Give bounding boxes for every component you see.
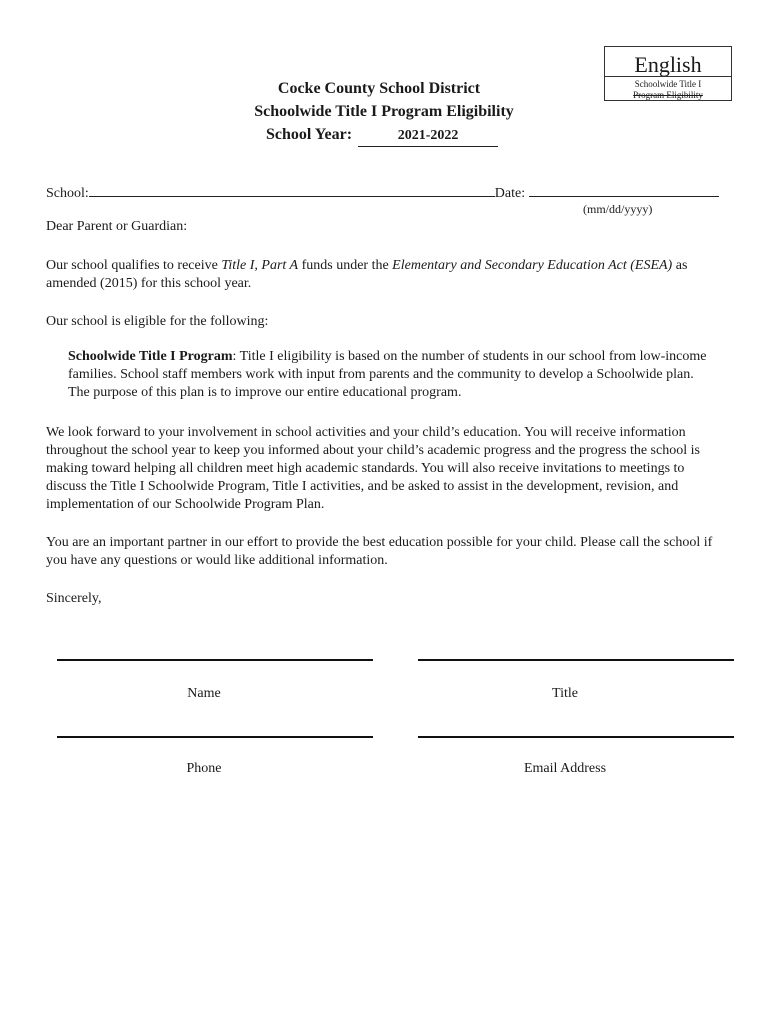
name-signature-line[interactable] — [57, 659, 373, 661]
email-signature-line[interactable] — [418, 736, 734, 738]
paragraph-partner: You are an important partner in our effort to provide the best education possible for your child. Please call the school if you have any questions or would like additional information. — [46, 535, 713, 568]
p1-text-b: funds under the — [298, 258, 393, 273]
closing: Sincerely, — [46, 591, 102, 606]
paragraph-eligible: Our school is eligible for the following: — [46, 314, 269, 329]
date-field[interactable] — [529, 182, 719, 197]
school-year-row — [266, 125, 498, 147]
phone-signature-line[interactable] — [57, 736, 373, 738]
program-heading: Schoolwide Title I Program — [68, 349, 233, 364]
p1-text-c: as amended (2015) for this school year. — [46, 258, 688, 291]
date-format-hint: (mm/dd/yyyy) — [583, 202, 653, 216]
date-label: Date: — [494, 186, 526, 201]
title-label: Title — [552, 686, 578, 701]
title-signature-line[interactable] — [418, 659, 734, 661]
school-year-label: School Year: — [266, 126, 353, 143]
program-description: : Title I eligibility is based on the number of students in our school from low-income families. School staff members work with input from parents and the community to develop a Schoolwide plan. The purpose of this plan is to improve our entire educational program. — [68, 349, 707, 400]
p1-act-name: Elementary and Secondary Education Act (ESEA) — [392, 258, 673, 273]
phone-label: Phone — [186, 761, 222, 776]
language-title: English — [634, 52, 702, 77]
school-field[interactable] — [89, 182, 495, 197]
district-name: Cocke County School District — [277, 80, 481, 97]
p1-program-name: Title I, Part A — [221, 258, 299, 273]
school-year-value[interactable]: 2021-2022 — [358, 126, 498, 147]
name-label: Name — [187, 686, 221, 701]
paragraph-qualification — [46, 257, 726, 293]
school-date-row — [46, 182, 726, 203]
salutation: Dear Parent or Guardian: — [46, 219, 188, 234]
language-divider — [605, 76, 731, 77]
school-label: School: — [46, 186, 89, 201]
language-subtitle-line1: Schoolwide Title I — [634, 79, 702, 89]
email-label: Email Address — [523, 761, 607, 776]
language-subtitle-line2: Program Eligibility — [633, 90, 703, 100]
paragraph-involvement: We look forward to your involvement in school activities and your child’s education. You will receive information throughout the school year to keep you informed about your child’s academic progress and the progress the school is making toward helping all children meet high academic standards. You will also receive invitations to meetings to discuss the Title I Schoolwide Program, Title I activities, and be asked to assist in the development, revision, and implementation of our Schoolwide Program Plan. — [46, 425, 700, 512]
p1-text-a: Our school qualifies to receive — [46, 258, 222, 273]
form-title: Schoolwide Title I Program Eligibility — [254, 103, 514, 120]
paragraph-schoolwide-program — [68, 348, 718, 402]
